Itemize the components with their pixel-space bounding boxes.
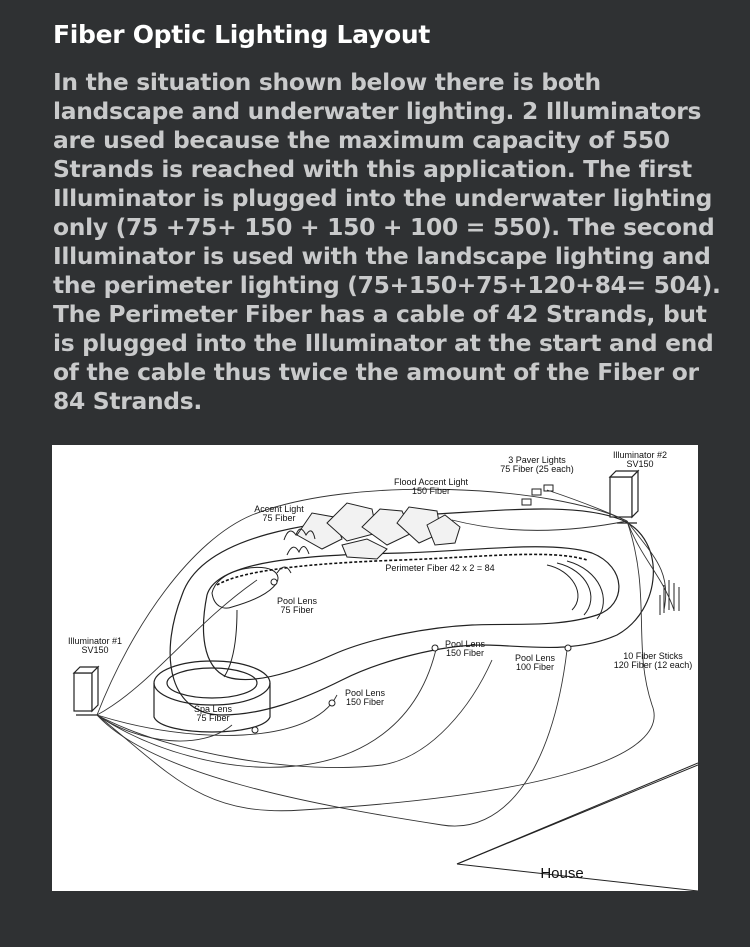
accent-light-fiber: 75 Fiber bbox=[262, 513, 296, 523]
pool-lens-4-label: Pool Lens bbox=[344, 688, 386, 698]
pool-lens-3-label: Pool Lens bbox=[514, 653, 556, 663]
lighting-layout-diagram bbox=[52, 445, 698, 891]
pool-lens-4-fiber: 150 Fiber bbox=[345, 697, 385, 707]
paver-lights-fiber: 75 Fiber (25 each) bbox=[500, 464, 574, 474]
fiber-sticks-fiber: 120 Fiber (12 each) bbox=[613, 660, 693, 670]
accent-light-label: Accent Light bbox=[254, 504, 304, 514]
pool-lens-3-fiber: 100 Fiber bbox=[515, 662, 555, 672]
description-text: In the situation shown below there is both landscape and underwater lighting. 2 Illuminators are used because the maximum capacity of 550 Strands is reached with this application. The first Illuminator is plugged into the underwater lighting only (75 +75+ 150 + 150 + 100 = 550). The second Illuminator is used with the landscape lighting and the perimeter lighting (75+150+75+120+84= 504). The Perimeter Fiber has a cable of 42 Strands, but is plugged into the Illuminator at the start and end of the cable thus twice the amount of the Fiber or 84 Strands. bbox=[53, 68, 721, 415]
pool-steps bbox=[547, 561, 603, 619]
rock-formation bbox=[297, 503, 460, 559]
pool-lens-1-fiber: 75 Fiber bbox=[280, 605, 314, 615]
illuminator-1-box bbox=[74, 667, 98, 715]
diagram-svg bbox=[52, 445, 698, 891]
illuminator-2-label: Illuminator #2 bbox=[612, 450, 668, 460]
flood-light-label: Flood Accent Light bbox=[393, 477, 469, 487]
page-title: Fiber Optic Lighting Layout bbox=[53, 20, 430, 49]
spa-lens-label: Spa Lens bbox=[193, 704, 233, 714]
flood-light-fiber: 150 Fiber bbox=[411, 486, 451, 496]
illuminator-1-model: SV150 bbox=[81, 645, 109, 655]
paver-lights-label: 3 Paver Lights bbox=[508, 455, 566, 465]
pool-lens-1-label: Pool Lens bbox=[276, 596, 318, 606]
house-label: House bbox=[540, 865, 584, 882]
perimeter-fiber-label: Perimeter Fiber 42 x 2 = 84 bbox=[385, 563, 495, 573]
pool-lens-2-fiber: 150 Fiber bbox=[445, 648, 485, 658]
pool-inner-wall bbox=[224, 610, 237, 677]
paver-lights bbox=[522, 485, 553, 505]
illuminator-2-model: SV150 bbox=[626, 459, 654, 469]
spa-lens-fiber: 75 Fiber bbox=[196, 713, 230, 723]
illuminator-1-label: Illuminator #1 bbox=[67, 636, 123, 646]
house-roof bbox=[457, 763, 698, 864]
fiber-sticks-label: 10 Fiber Sticks bbox=[623, 651, 683, 661]
pool-lens-2-label: Pool Lens bbox=[444, 639, 486, 649]
pool-deck-outline bbox=[170, 509, 653, 715]
pool-water-edge bbox=[212, 567, 278, 608]
